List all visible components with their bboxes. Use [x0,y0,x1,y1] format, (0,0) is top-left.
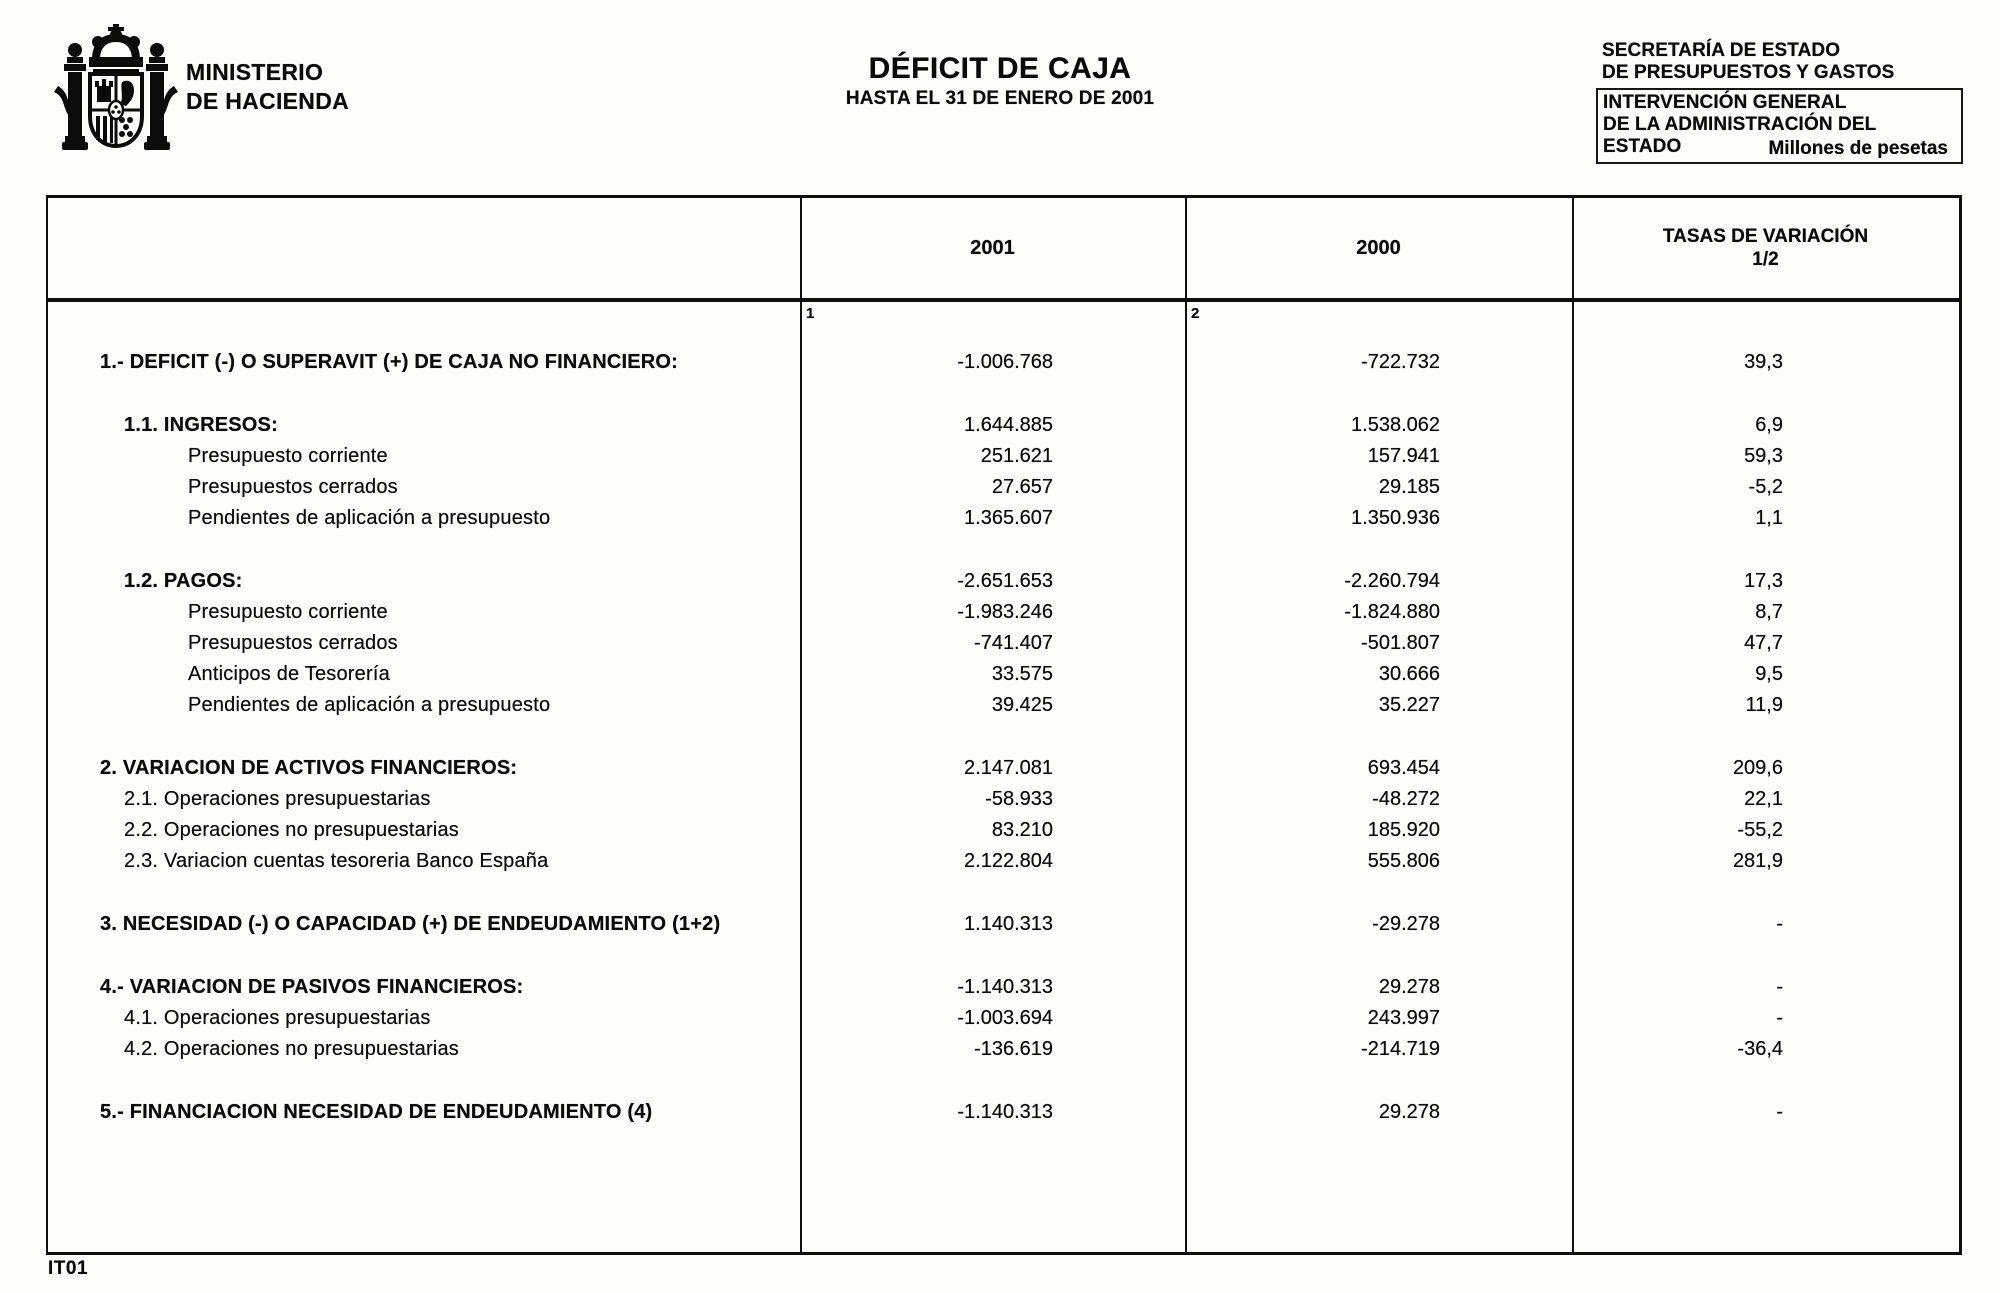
value-2001: -741.407 [974,632,1053,654]
table-row [48,628,1959,659]
value-2000: 243.997 [1367,1007,1440,1029]
footnote-marker-1: 1 [806,305,815,322]
value-tasa: 1,1 [1755,507,1783,529]
value-2000: -214.719 [1361,1038,1440,1060]
value-tasa: 6,9 [1755,414,1783,436]
row-label: 5.- FINANCIACION NECESIDAD DE ENDEUDAMIENTO (4) [100,1101,653,1123]
row-label: Presupuestos cerrados [188,632,398,654]
table-row [48,815,1959,846]
ministry-line2: DE HACIENDA [186,88,350,114]
value-2000: 185.920 [1367,819,1440,841]
value-2001: 2.122.804 [964,850,1053,872]
table-row [48,1097,1959,1128]
value-2000: -48.272 [1372,788,1440,810]
row-label: Pendientes de aplicación a presupuesto [188,694,551,716]
value-tasa: - [1776,1101,1783,1123]
ministry-line1: MINISTERIO [186,59,324,85]
row-label: 3. NECESIDAD (-) O CAPACIDAD (+) DE ENDEUDAMIENTO (1+2) [100,913,721,935]
value-2001: 27.657 [991,476,1053,498]
value-2001: -1.006.768 [957,351,1053,373]
value-tasa: - [1776,1007,1783,1029]
table-row [48,659,1959,690]
value-2001: -1.140.313 [957,976,1053,998]
units-note: Millones de pesetas [1768,138,1948,159]
value-2000: 30.666 [1378,663,1440,685]
table-row [48,1003,1959,1034]
value-2001: 1.365.607 [964,507,1053,529]
value-2000: 555.806 [1367,850,1440,872]
form-code: IT01 [48,1258,89,1279]
ministry-name [186,58,349,116]
table-row [48,566,1959,597]
coat-of-arms-icon [52,24,180,154]
row-label: 4.2. Operaciones no presupuestarias [124,1038,459,1060]
value-tasa: - [1776,976,1783,998]
footnote-marker-2: 2 [1191,305,1200,322]
value-2001: -1.983.246 [957,601,1053,623]
value-tasa: 59,3 [1744,445,1783,467]
value-tasa: -36,4 [1737,1038,1783,1060]
row-label: 1.- DEFICIT (-) O SUPERAVIT (+) DE CAJA NO FINANCIERO: [100,351,679,373]
table-row [48,753,1959,784]
secretaria-line2: DE PRESUPUESTOS Y GASTOS [1602,62,1895,83]
value-2001: 2.147.081 [964,757,1053,779]
row-label: 2.3. Variacion cuentas tesoreria Banco España [124,850,549,872]
value-2000: 35.227 [1378,694,1440,716]
row-label: 4.1. Operaciones presupuestarias [124,1007,431,1029]
value-tasa: 8,7 [1755,601,1783,623]
column-header-tasas [1572,225,1959,271]
table-row [48,441,1959,472]
row-label: Pendientes de aplicación a presupuesto [188,507,551,529]
value-2000: -722.732 [1361,351,1440,373]
column-header-2000: 2000 [1356,236,1401,259]
value-tasa: 17,3 [1744,570,1783,592]
value-tasa: -55,2 [1737,819,1783,841]
table-row [48,909,1959,940]
value-2000: 693.454 [1367,757,1440,779]
value-2000: 1.538.062 [1351,414,1440,436]
value-2001: 251.621 [980,445,1053,467]
table-row [48,503,1959,534]
table-row [48,1034,1959,1065]
value-tasa: 11,9 [1745,694,1783,716]
value-2000: 157.941 [1367,445,1440,467]
row-label: 2.1. Operaciones presupuestarias [124,788,431,810]
row-label: Presupuesto corriente [188,445,388,467]
intervencion-line1: INTERVENCIÓN GENERAL [1603,92,1847,113]
page-title: DÉFICIT DE CAJA [868,52,1132,85]
value-tasa: 9,5 [1755,663,1783,685]
spain-coat-of-arms [52,24,180,159]
table-row [48,846,1959,877]
value-2000: 1.350.936 [1351,507,1440,529]
value-2001: 39.425 [991,694,1053,716]
table-body [48,326,1959,1128]
value-2000: 29.278 [1378,976,1440,998]
row-label: 2.2. Operaciones no presupuestarias [124,819,459,841]
row-label: Presupuestos cerrados [188,476,398,498]
row-label: 2. VARIACION DE ACTIVOS FINANCIEROS: [100,757,518,779]
value-2001: -136.619 [974,1038,1053,1060]
row-label: 1.1. INGRESOS: [124,414,278,436]
page-subtitle: HASTA EL 31 DE ENERO DE 2001 [845,88,1155,109]
table-row [48,347,1959,378]
header-separator [48,298,1959,302]
table-row [48,690,1959,721]
value-2001: -58.933 [985,788,1053,810]
table-row [48,972,1959,1003]
row-label: Presupuesto corriente [188,601,388,623]
title-block [700,52,1300,110]
row-label: Anticipos de Tesorería [188,663,390,685]
column-header-2001: 2001 [970,236,1015,259]
table-row [48,784,1959,815]
table-row [48,597,1959,628]
row-label: 4.- VARIACION DE PASIVOS FINANCIEROS: [100,976,524,998]
value-2000: 29.185 [1378,476,1440,498]
value-tasa: -5,2 [1748,476,1783,498]
deficit-table [46,195,1962,1255]
value-2001: 33.575 [991,663,1053,685]
value-2001: -2.651.653 [957,570,1053,592]
value-tasa: 22,1 [1744,788,1783,810]
table-row [48,472,1959,503]
value-tasa: - [1776,913,1783,935]
value-2000: 29.278 [1378,1101,1440,1123]
value-2001: 83.210 [991,819,1053,841]
value-2000: -29.278 [1372,913,1440,935]
value-2000: -501.807 [1361,632,1440,654]
value-tasa: 47,7 [1744,632,1783,654]
value-tasa: 209,6 [1732,757,1783,779]
tasas-line2: 1/2 [1752,249,1779,270]
secretaria-line1: SECRETARÍA DE ESTADO [1602,40,1841,61]
intervencion-line2: DE LA ADMINISTRACIÓN DEL ESTADO [1603,114,1876,157]
value-2001: -1.003.694 [957,1007,1053,1029]
value-2001: -1.140.313 [957,1101,1053,1123]
value-tasa: 281,9 [1732,850,1783,872]
value-2001: 1.644.885 [964,414,1053,436]
row-label: 1.2. PAGOS: [124,570,243,592]
table-row [48,410,1959,441]
table-header-row [48,198,1959,298]
tasas-line1: TASAS DE VARIACIÓN [1662,226,1869,247]
value-2000: -2.260.794 [1344,570,1440,592]
value-tasa: 39,3 [1744,351,1783,373]
value-2001: 1.140.313 [964,913,1053,935]
value-2000: -1.824.880 [1344,601,1440,623]
